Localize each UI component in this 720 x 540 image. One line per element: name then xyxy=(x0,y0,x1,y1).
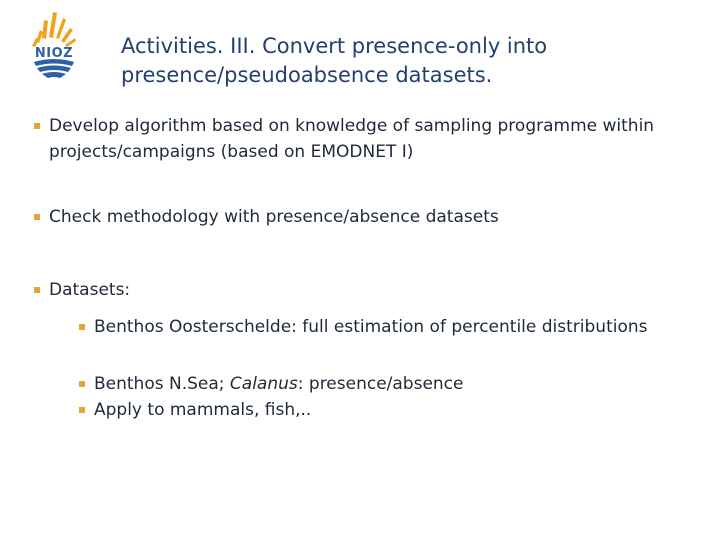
sub-bullet-italic: Calanus xyxy=(229,374,298,394)
sub-bullet-item xyxy=(79,314,694,340)
bullet-text: Datasets: xyxy=(49,280,131,300)
bullet-square-icon xyxy=(34,287,40,293)
bullet-text: Check methodology with presence/absence datasets xyxy=(49,207,499,227)
bullet-item xyxy=(34,204,689,230)
sub-bullet-text: Apply to mammals, fish,.. xyxy=(94,400,312,420)
logo-wordmark: NIOZ xyxy=(34,46,74,61)
bullet-square-icon xyxy=(79,324,85,330)
bullet-square-icon xyxy=(79,407,85,413)
bullet-square-icon xyxy=(34,214,40,220)
bullet-item xyxy=(34,277,689,303)
bullet-item xyxy=(34,113,689,165)
sub-bullet-prefix: Benthos N.Sea; xyxy=(94,374,230,394)
sub-bullet-item xyxy=(79,397,694,423)
bullet-square-icon xyxy=(34,123,40,129)
nioz-logo xyxy=(30,8,78,80)
slide-title: Activities. III. Convert presence-only into presence/pseudoabsence datasets. xyxy=(121,34,548,87)
sub-bullet-suffix: : presence/absence xyxy=(297,374,464,394)
sub-bullet-text: Benthos Oosterschelde: full estimation of percentile distributions xyxy=(94,317,648,337)
bullet-square-icon xyxy=(79,381,85,387)
bullet-text: Develop algorithm based on knowledge of sampling programme within projects/campaigns (based on EMODNET I) xyxy=(49,116,655,162)
sunburst-icon xyxy=(30,8,78,80)
sub-bullet-item xyxy=(79,371,694,397)
